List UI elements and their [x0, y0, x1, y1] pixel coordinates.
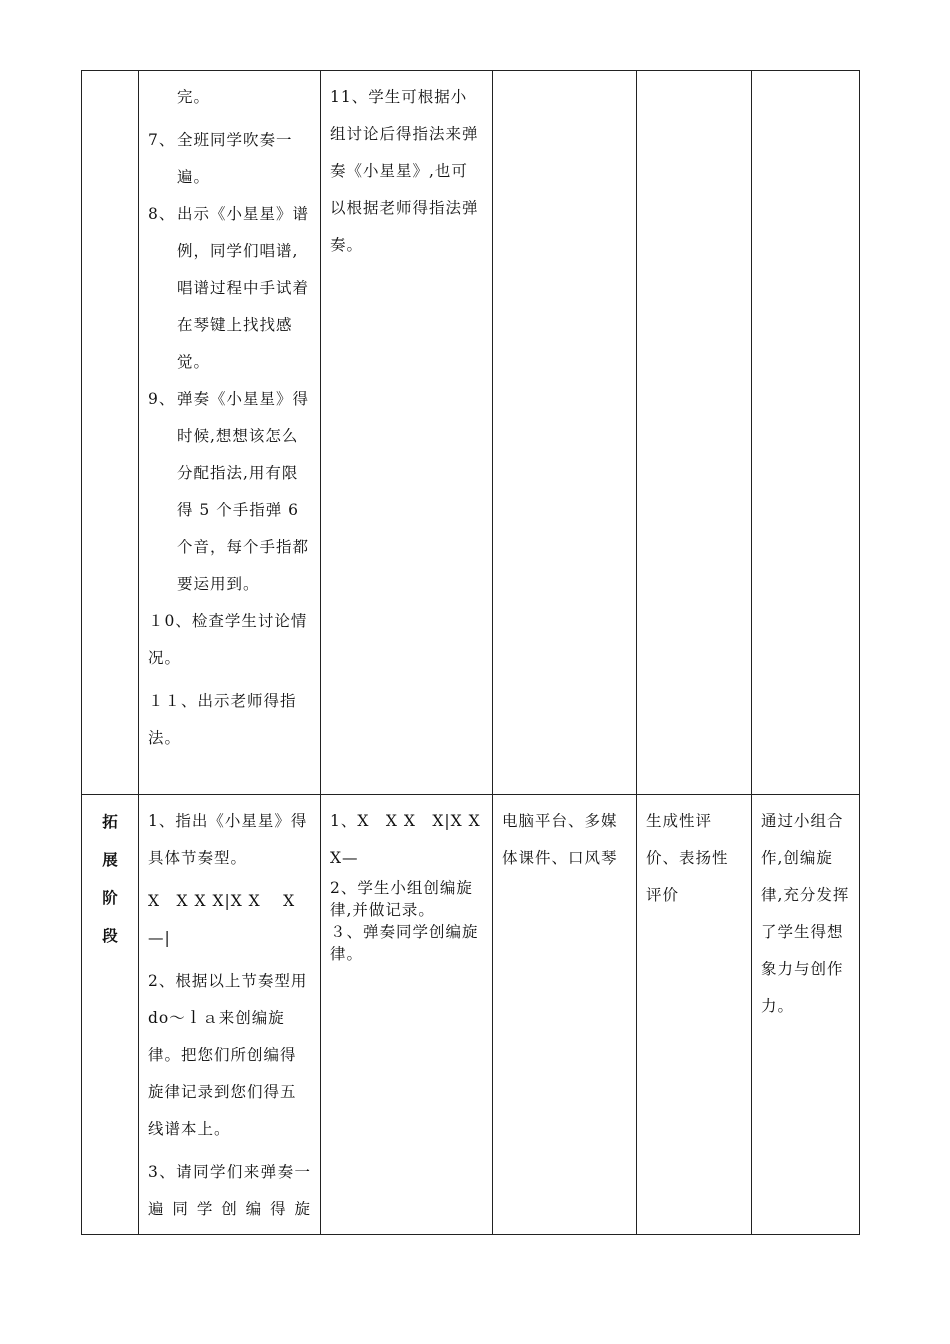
list-item: ３、弹奏同学创编旋律。	[330, 923, 479, 963]
list-item: 9、 弹奏《小星星》得时候,想想该怎么分配指法,用有限得 5 个手指弹 6 个音，每个手指都要运用到。	[148, 390, 310, 593]
list-item: 2、根据以上节奏型用do～ｌａ来创编旋律。把您们所创编得旋律记录到您们得五线谱本上。	[148, 972, 308, 1138]
design-intent-text: 通过小组合作,创编旋律,充分发挥了学生得想象力与创作力。	[761, 812, 850, 1015]
media-text: 电脑平台、多媒体课件、口风琴	[502, 812, 618, 867]
student-activity-cell	[321, 71, 493, 795]
list-item: 8、 出示《小星星》谱例，同学们唱谱,唱谱过程中手试着在琴键上找找感觉。	[148, 205, 310, 371]
list-item: 2、学生小组创编旋律,并做记录。	[330, 879, 473, 919]
lesson-plan-table	[81, 70, 860, 1235]
teacher-activity-cell	[139, 71, 321, 795]
stage-cell	[82, 795, 139, 1235]
student-activity-cell	[321, 795, 493, 1235]
continued-text: 完。	[177, 88, 211, 106]
student-activity-text: 11、学生可根据小组讨论后得指法来弹奏《小星星》,也可以根据老师得指法弹奏。	[330, 88, 479, 254]
table-row	[82, 795, 860, 1235]
list-item: 1、指出《小星星》得具体节奏型。	[148, 812, 308, 867]
media-cell	[493, 795, 637, 1235]
evaluation-text: 生成性评价、表扬性评价	[646, 812, 729, 904]
design-intent-cell	[752, 795, 860, 1235]
list-item: 7、 全班同学吹奏一遍。	[148, 131, 293, 186]
table-row	[82, 71, 860, 795]
stage-label: 拓 展 阶 段	[102, 812, 118, 945]
intent-cell-empty	[752, 71, 860, 795]
list-item: 3、请同学们来弹奏一遍同学创编得旋	[148, 1163, 311, 1218]
list-item: １0、检查学生讨论情况。	[148, 612, 308, 667]
rhythm-pattern: X X X X|X X X —|	[148, 892, 296, 947]
evaluation-cell	[637, 795, 752, 1235]
rhythm-line: 1、X X X X|X X X—	[330, 812, 481, 867]
evaluation-cell-empty	[637, 71, 752, 795]
teacher-activity-cell	[139, 795, 321, 1235]
stage-cell-empty	[82, 71, 139, 795]
list-item: １１、出示老师得指法。	[148, 692, 297, 747]
media-cell-empty	[493, 71, 637, 795]
